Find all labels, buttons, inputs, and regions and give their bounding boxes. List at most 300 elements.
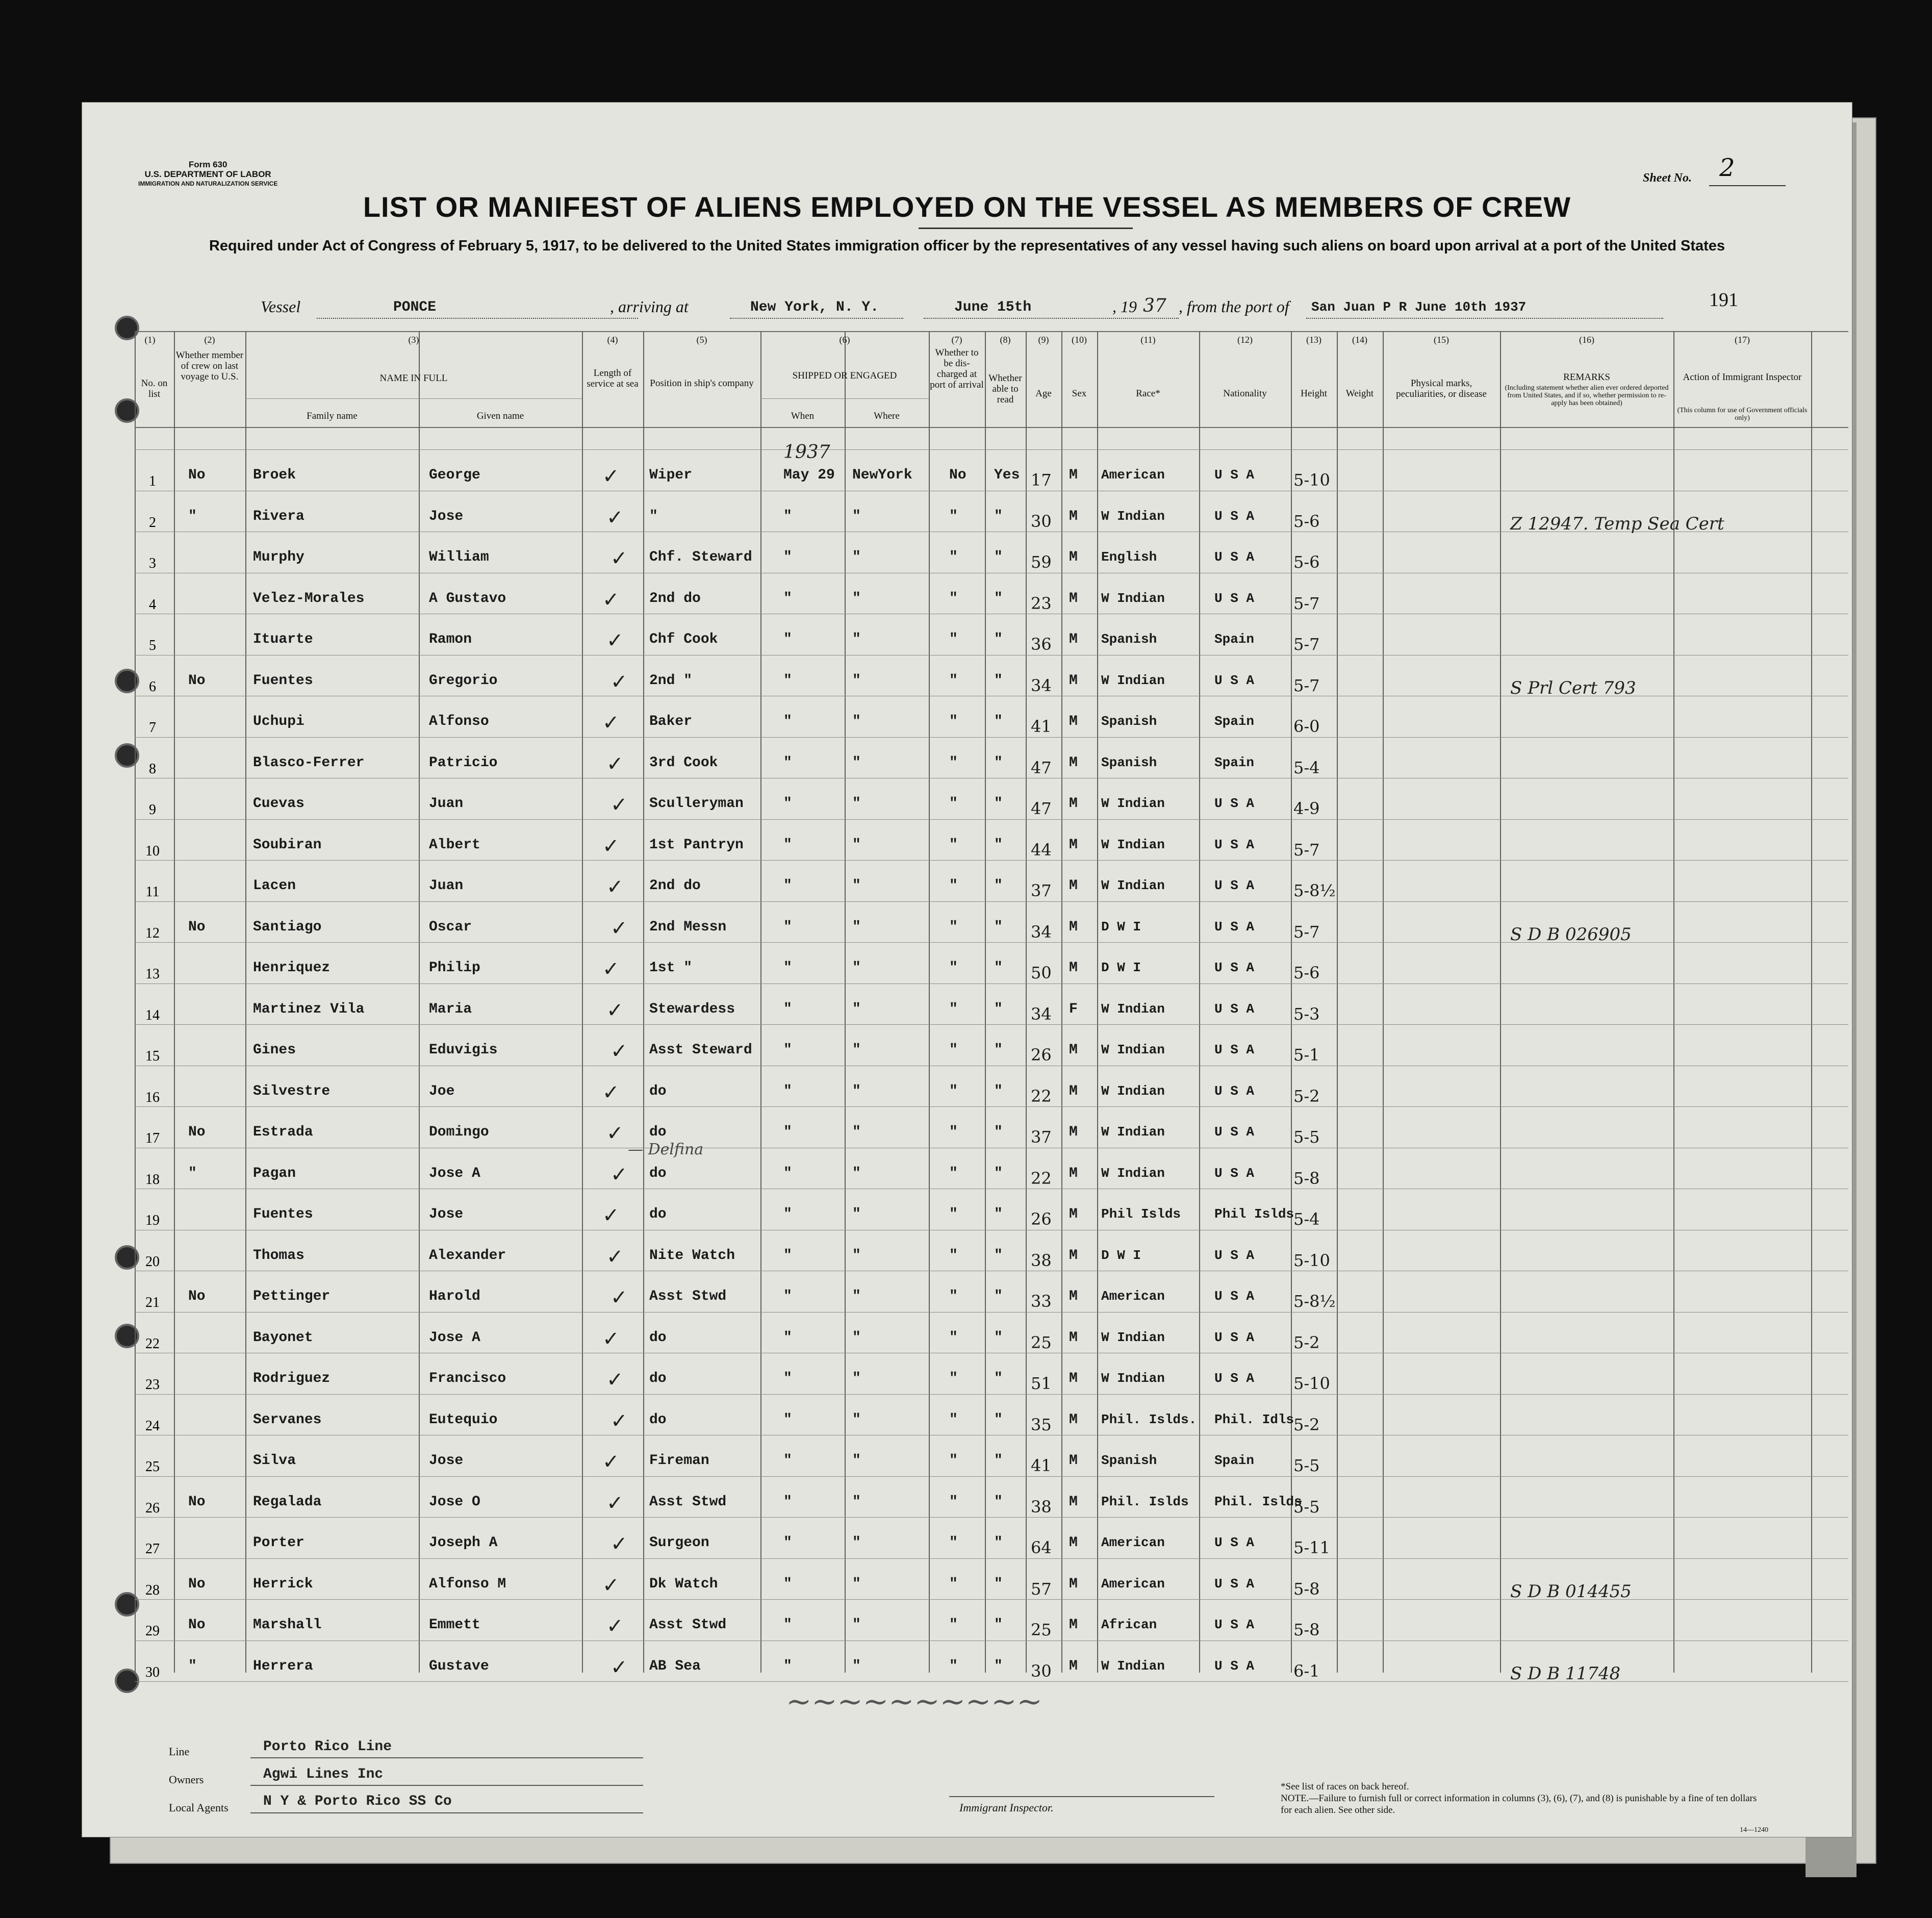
family-name-cell: Soubiran	[253, 837, 322, 853]
sex-cell: M	[1069, 1371, 1078, 1386]
given-name-cell: Ramon	[429, 632, 472, 647]
read-cell: "	[994, 1658, 1003, 1674]
given-name-cell: Juan	[429, 878, 464, 894]
sex-cell: M	[1069, 632, 1078, 647]
sex-cell: F	[1069, 1001, 1078, 1017]
column-rule	[135, 331, 136, 1673]
nationality-cell: U S A	[1214, 509, 1255, 524]
given-name-cell: William	[429, 549, 489, 565]
nationality-cell: U S A	[1214, 1617, 1255, 1632]
age-cell: 25	[1031, 1333, 1052, 1352]
age-cell: 33	[1031, 1292, 1052, 1311]
read-cell: "	[994, 1083, 1003, 1099]
age-cell: 22	[1031, 1169, 1052, 1188]
inspector-sign-line	[949, 1796, 1214, 1797]
page-title: LIST OR MANIFEST OF ALIENS EMPLOYED ON THE VESSEL AS MEMBERS OF CREW	[363, 191, 1571, 223]
height-cell: 5-7	[1293, 840, 1320, 860]
row-number: 19	[145, 1213, 160, 1228]
col-num-4: (4)	[607, 335, 618, 345]
arriving-port: New York, N. Y.	[750, 299, 879, 315]
remark-cell: S D B 014455	[1510, 1581, 1632, 1602]
position-cell: 3rd Cook	[649, 755, 718, 771]
height-cell: 6-1	[1293, 1661, 1320, 1681]
nationality-cell: Phil. Idls	[1214, 1412, 1294, 1427]
read-cell: "	[994, 960, 1003, 976]
row-number: 15	[145, 1048, 160, 1064]
family-name-cell: Velez-Morales	[253, 591, 365, 607]
discharged-cell: "	[949, 1535, 958, 1551]
arrival-year: 37	[1143, 295, 1166, 316]
column-rule	[1383, 331, 1384, 1673]
where-cell: NewYork	[852, 467, 912, 483]
height-cell: 5-6	[1293, 552, 1320, 572]
given-name-cell: Jose O	[429, 1494, 480, 1510]
where-cell: "	[852, 1494, 861, 1510]
col-num-5: (5)	[696, 335, 707, 345]
date-line	[924, 318, 1179, 319]
age-cell: 26	[1031, 1209, 1052, 1229]
check-mark: ✓	[606, 875, 624, 898]
given-name-cell: Eutequio	[429, 1412, 498, 1428]
from-port-label: , from the port of	[1179, 297, 1289, 316]
column-rule	[760, 331, 761, 1673]
race-cell: W Indian	[1101, 1042, 1165, 1057]
when-cell: "	[783, 878, 792, 894]
nationality-cell: U S A	[1214, 1371, 1255, 1386]
where-cell: "	[852, 509, 861, 524]
race-cell: W Indian	[1101, 1124, 1165, 1140]
last-voyage-cell: No	[188, 1124, 206, 1140]
where-cell: "	[852, 673, 861, 689]
read-cell: "	[994, 1494, 1003, 1510]
height-cell: 5-5	[1293, 1127, 1320, 1147]
discharged-cell: "	[949, 1248, 958, 1264]
family-name-cell: Ituarte	[253, 632, 313, 647]
when-cell: "	[783, 796, 792, 812]
age-cell: 34	[1031, 1004, 1052, 1024]
col-num-13: (13)	[1306, 335, 1321, 345]
height-cell: 5-8	[1293, 1620, 1320, 1639]
age-cell: 30	[1031, 1661, 1052, 1681]
age-cell: 37	[1031, 1127, 1052, 1147]
last-voyage-cell: "	[188, 509, 197, 524]
where-cell: "	[852, 1371, 861, 1386]
read-cell: "	[994, 1330, 1003, 1346]
row-rule	[135, 1476, 1848, 1477]
position-cell: Baker	[649, 714, 693, 729]
header-sex: Sex	[1072, 388, 1087, 399]
given-name-cell: Oscar	[429, 919, 472, 935]
when-cell: "	[783, 632, 792, 647]
footer-note-penalty: NOTE.—Failure to furnish full or correct information in columns (3), (6), (7), and (8) is punishable by a fine of ten dollars for each alien. See other side.	[1281, 1793, 1757, 1815]
nationality-cell: U S A	[1214, 673, 1255, 688]
where-cell: "	[852, 837, 861, 853]
given-name-cell: Domingo	[429, 1124, 489, 1140]
race-cell: Spanish	[1101, 714, 1157, 729]
race-cell: English	[1101, 549, 1157, 565]
header-family-name: Family name	[307, 411, 358, 421]
row-rule	[135, 1024, 1848, 1025]
row-number: 17	[145, 1130, 160, 1146]
where-cell: "	[852, 714, 861, 729]
discharged-cell: "	[949, 1166, 958, 1181]
given-name-cell: Alfonso	[429, 714, 489, 729]
row-number: 13	[145, 966, 160, 982]
read-cell: "	[994, 714, 1003, 729]
read-cell: "	[994, 1166, 1003, 1181]
when-cell: "	[783, 755, 792, 771]
age-cell: 41	[1031, 717, 1052, 736]
header-weight: Weight	[1345, 388, 1374, 399]
when-cell: "	[783, 1658, 792, 1674]
given-name-cell: Jose A	[429, 1330, 480, 1346]
sheet-number-label: Sheet No.	[1643, 171, 1692, 185]
check-mark: ✓	[602, 588, 620, 611]
last-voyage-cell: No	[188, 1576, 206, 1592]
footer-agents-label: Local Agents	[169, 1801, 228, 1814]
row-rule	[135, 819, 1848, 820]
column-rule	[1811, 331, 1812, 1673]
race-cell: W Indian	[1101, 1371, 1165, 1386]
header-top-rule	[135, 331, 1848, 332]
family-name-cell: Gines	[253, 1042, 296, 1058]
column-rule	[929, 331, 930, 1673]
height-cell: 5-6	[1293, 963, 1320, 982]
sex-cell: M	[1069, 1494, 1078, 1510]
race-cell: D W I	[1101, 919, 1141, 935]
row-rule	[135, 737, 1848, 738]
read-cell: "	[994, 1124, 1003, 1140]
footer-agents-value: N Y & Porto Rico SS Co	[263, 1794, 452, 1809]
check-mark: ✓	[602, 1574, 620, 1597]
where-cell: "	[852, 1001, 861, 1017]
column-rule	[419, 331, 420, 1673]
height-cell: 5-2	[1293, 1333, 1320, 1352]
footer-line-rule	[250, 1757, 643, 1758]
header-given-name: Given name	[476, 411, 524, 421]
column-rule	[643, 331, 644, 1673]
sex-cell: M	[1069, 591, 1078, 607]
discharged-cell: "	[949, 1658, 958, 1674]
position-cell: Stewardess	[649, 1001, 735, 1017]
where-cell: "	[852, 1248, 861, 1264]
position-cell: 1st "	[649, 960, 693, 976]
family-name-cell: Silvestre	[253, 1083, 331, 1099]
where-cell: "	[852, 796, 861, 812]
age-cell: 17	[1031, 470, 1052, 490]
row-rule	[135, 1394, 1848, 1395]
race-cell: W Indian	[1101, 878, 1165, 893]
discharged-cell: "	[949, 1206, 958, 1222]
col-num-17: (17)	[1735, 335, 1750, 345]
title-rule	[919, 228, 1133, 229]
age-cell: 30	[1031, 512, 1052, 531]
position-cell: "	[649, 509, 658, 524]
page-number: 191	[1709, 289, 1738, 311]
discharged-cell: No	[949, 467, 967, 483]
last-voyage-cell: "	[188, 1166, 197, 1181]
given-name-cell: Eduvigis	[429, 1042, 498, 1058]
read-cell: "	[994, 1289, 1003, 1304]
row-number: 6	[149, 679, 156, 695]
position-cell: 2nd "	[649, 673, 693, 689]
race-cell: W Indian	[1101, 1658, 1165, 1674]
row-number: 7	[149, 720, 156, 736]
check-mark: ✓	[606, 1245, 624, 1268]
height-cell: 5-8½	[1293, 1292, 1336, 1311]
position-cell: Surgeon	[649, 1535, 709, 1551]
col-num-6: (6)	[839, 335, 850, 345]
where-cell: "	[852, 591, 861, 607]
position-cell: Chf Cook	[649, 632, 718, 647]
footer-form-code: 14—1240	[1740, 1826, 1768, 1834]
column-rule	[1097, 331, 1098, 1673]
race-cell: W Indian	[1101, 591, 1165, 606]
nationality-cell: U S A	[1214, 1658, 1255, 1674]
row-number: 8	[149, 761, 156, 777]
where-cell: "	[852, 1166, 861, 1181]
race-cell: W Indian	[1101, 1001, 1165, 1017]
when-cell: "	[783, 960, 792, 976]
header-bottom-rule	[135, 427, 1848, 428]
column-rule	[1337, 331, 1338, 1673]
position-cell: 2nd do	[649, 878, 701, 894]
age-cell: 59	[1031, 552, 1052, 572]
when-cell: "	[783, 1248, 792, 1264]
where-cell: "	[852, 549, 861, 565]
read-cell: "	[994, 1453, 1003, 1469]
race-cell: D W I	[1101, 960, 1141, 975]
when-cell: "	[783, 549, 792, 565]
when-cell: "	[783, 1535, 792, 1551]
header-physical-marks: Physical marks, peculiarities, or disease	[1396, 378, 1487, 399]
race-cell: Phil. Islds.	[1101, 1412, 1197, 1427]
last-voyage-cell: "	[188, 1658, 197, 1674]
family-name-cell: Thomas	[253, 1248, 304, 1264]
row-number: 1	[149, 473, 156, 489]
when-cell: "	[783, 1576, 792, 1592]
form-id: Form 630 U.S. DEPARTMENT OF LABOR IMMIGRATION AND NATURALIZATION SERVICE	[138, 160, 278, 187]
race-cell: Phil. Islds	[1101, 1494, 1189, 1509]
read-cell: "	[994, 1412, 1003, 1428]
family-name-cell: Bayonet	[253, 1330, 313, 1346]
row-number: 2	[149, 515, 156, 531]
discharged-cell: "	[949, 796, 958, 812]
read-cell: "	[994, 1001, 1003, 1017]
race-cell: W Indian	[1101, 1330, 1165, 1345]
read-cell: "	[994, 796, 1003, 812]
column-rule	[245, 331, 246, 1673]
column-rule	[845, 331, 846, 1673]
discharged-cell: "	[949, 1289, 958, 1304]
discharged-cell: "	[949, 960, 958, 976]
col-num-16: (16)	[1579, 335, 1594, 345]
sex-cell: M	[1069, 1535, 1078, 1551]
vessel-label: Vessel	[261, 297, 301, 316]
col-num-11: (11)	[1140, 335, 1156, 345]
position-cell: Asst Steward	[649, 1042, 752, 1058]
row-number: 30	[145, 1664, 160, 1680]
row-number: 24	[145, 1418, 160, 1434]
discharged-cell: "	[949, 591, 958, 607]
where-cell: "	[852, 632, 861, 647]
footer-note-races: *See list of races on back hereof.	[1281, 1781, 1409, 1792]
header-length-of-service: Length of service at sea	[587, 368, 639, 389]
nationality-cell: U S A	[1214, 1289, 1255, 1304]
header-last-voyage: Whether member of crew on last voyage to U.S.	[175, 350, 244, 382]
row-number: 27	[145, 1541, 160, 1557]
header-position: Position in ship's company	[650, 378, 754, 389]
race-cell: Spanish	[1101, 755, 1157, 770]
remark-cell: S D B 026905	[1510, 924, 1632, 945]
sex-cell: M	[1069, 796, 1078, 812]
check-mark: ✓	[602, 1450, 620, 1473]
race-cell: African	[1101, 1617, 1157, 1632]
nationality-cell: U S A	[1214, 1330, 1255, 1345]
read-cell: "	[994, 1371, 1003, 1386]
sex-cell: M	[1069, 960, 1078, 976]
nationality-cell: U S A	[1214, 549, 1255, 565]
height-cell: 5-10	[1293, 1251, 1330, 1270]
check-mark: ✓	[602, 1081, 620, 1104]
family-name-cell: Porter	[253, 1535, 304, 1551]
race-cell: D W I	[1101, 1248, 1141, 1263]
check-mark: ✓	[611, 1532, 628, 1555]
discharged-cell: "	[949, 1617, 958, 1633]
discharged-cell: "	[949, 1124, 958, 1140]
read-cell: "	[994, 919, 1003, 935]
position-cell: Asst Stwd	[649, 1494, 727, 1510]
where-cell: "	[852, 1658, 861, 1674]
family-name-cell: Cuevas	[253, 796, 304, 812]
inspector-label: Immigrant Inspector.	[959, 1801, 1054, 1814]
column-rule	[985, 331, 986, 1673]
row-number: 16	[145, 1090, 160, 1105]
family-name-cell: Fuentes	[253, 673, 313, 689]
nationality-cell: U S A	[1214, 467, 1255, 483]
sex-cell: M	[1069, 1330, 1078, 1346]
shipped-year: 1937	[783, 442, 830, 463]
header-shipped-engaged: SHIPPED OR ENGAGED	[792, 370, 897, 381]
row-number: 22	[145, 1336, 160, 1352]
read-cell: "	[994, 673, 1003, 689]
age-cell: 34	[1031, 922, 1052, 942]
given-name-cell: Joseph A	[429, 1535, 498, 1551]
nationality-cell: U S A	[1214, 1248, 1255, 1263]
height-cell: 5-5	[1293, 1456, 1320, 1475]
given-name-cell: Jose	[429, 1453, 464, 1469]
row-number: 9	[149, 802, 156, 818]
height-cell: 5-2	[1293, 1087, 1320, 1106]
check-mark: ✓	[611, 1040, 628, 1063]
where-cell: "	[852, 755, 861, 771]
age-cell: 34	[1031, 676, 1052, 695]
arrival-date: June 15th	[954, 299, 1032, 315]
where-cell: "	[852, 1330, 861, 1346]
family-name-cell: Henriquez	[253, 960, 331, 976]
row-number: 26	[145, 1500, 160, 1516]
age-cell: 38	[1031, 1251, 1052, 1270]
col-num-10: (10)	[1072, 335, 1087, 345]
family-name-cell: Pettinger	[253, 1289, 331, 1304]
header-name-in-full: NAME IN FULL	[379, 373, 448, 384]
col-num-1: (1)	[144, 335, 156, 345]
remark-cell: S Prl Cert 793	[1510, 678, 1636, 698]
position-cell: do	[649, 1206, 667, 1222]
height-cell: 5-7	[1293, 594, 1320, 613]
sex-cell: M	[1069, 1576, 1078, 1592]
given-name-cell: Emmett	[429, 1617, 480, 1633]
nationality-cell: Spain	[1214, 755, 1255, 770]
check-mark: ✓	[606, 1122, 624, 1145]
read-cell: "	[994, 837, 1003, 853]
race-cell: Phil Islds	[1101, 1206, 1181, 1222]
age-cell: 35	[1031, 1415, 1052, 1434]
position-cell: Asst Stwd	[649, 1617, 727, 1633]
name-subrule	[245, 398, 582, 399]
position-cell: Sculleryman	[649, 796, 744, 812]
read-cell: "	[994, 878, 1003, 894]
sex-cell: M	[1069, 1289, 1078, 1304]
race-cell: W Indian	[1101, 673, 1165, 688]
col-num-7: (7)	[951, 335, 962, 345]
when-cell: "	[783, 1371, 792, 1386]
row-rule	[135, 449, 1848, 450]
given-name-cell: Jose	[429, 1206, 464, 1222]
where-cell: "	[852, 1535, 861, 1551]
position-cell: AB Sea	[649, 1658, 701, 1674]
header-nationality: Nationality	[1223, 388, 1267, 399]
age-cell: 36	[1031, 635, 1052, 654]
check-mark: ✓	[606, 1614, 624, 1637]
sex-cell: M	[1069, 1453, 1078, 1469]
sheet-number-line	[1709, 185, 1786, 186]
race-cell: American	[1101, 1576, 1165, 1592]
discharged-cell: "	[949, 632, 958, 647]
discharged-cell: "	[949, 1412, 958, 1428]
header-when: When	[791, 411, 815, 421]
when-cell: "	[783, 714, 792, 729]
check-mark: ✓	[611, 1163, 628, 1186]
position-cell: Dk Watch	[649, 1576, 718, 1592]
position-cell: Fireman	[649, 1453, 709, 1469]
when-cell: "	[783, 1001, 792, 1017]
sex-cell: M	[1069, 1083, 1078, 1099]
race-cell: Spanish	[1101, 1453, 1157, 1468]
row-number: 4	[149, 597, 156, 613]
where-cell: "	[852, 1617, 861, 1633]
check-mark: ✓	[602, 1204, 620, 1227]
nationality-cell: U S A	[1214, 919, 1255, 935]
given-name-cell: Jose	[429, 509, 464, 524]
header-height: Height	[1301, 388, 1327, 399]
col-num-8: (8)	[1000, 335, 1011, 345]
family-name-cell: Herrera	[253, 1658, 313, 1674]
row-rule	[135, 983, 1848, 984]
age-cell: 26	[1031, 1045, 1052, 1065]
check-mark: ✓	[611, 670, 628, 693]
nationality-cell: U S A	[1214, 591, 1255, 606]
height-cell: 5-5	[1293, 1497, 1320, 1517]
race-cell: W Indian	[1101, 837, 1165, 852]
col-num-15: (15)	[1434, 335, 1449, 345]
given-name-cell: Patricio	[429, 755, 498, 771]
family-name-cell: Broek	[253, 467, 296, 483]
height-cell: 5-8	[1293, 1169, 1320, 1188]
discharged-cell: "	[949, 549, 958, 565]
family-name-cell: Silva	[253, 1453, 296, 1469]
when-cell: "	[783, 1042, 792, 1058]
